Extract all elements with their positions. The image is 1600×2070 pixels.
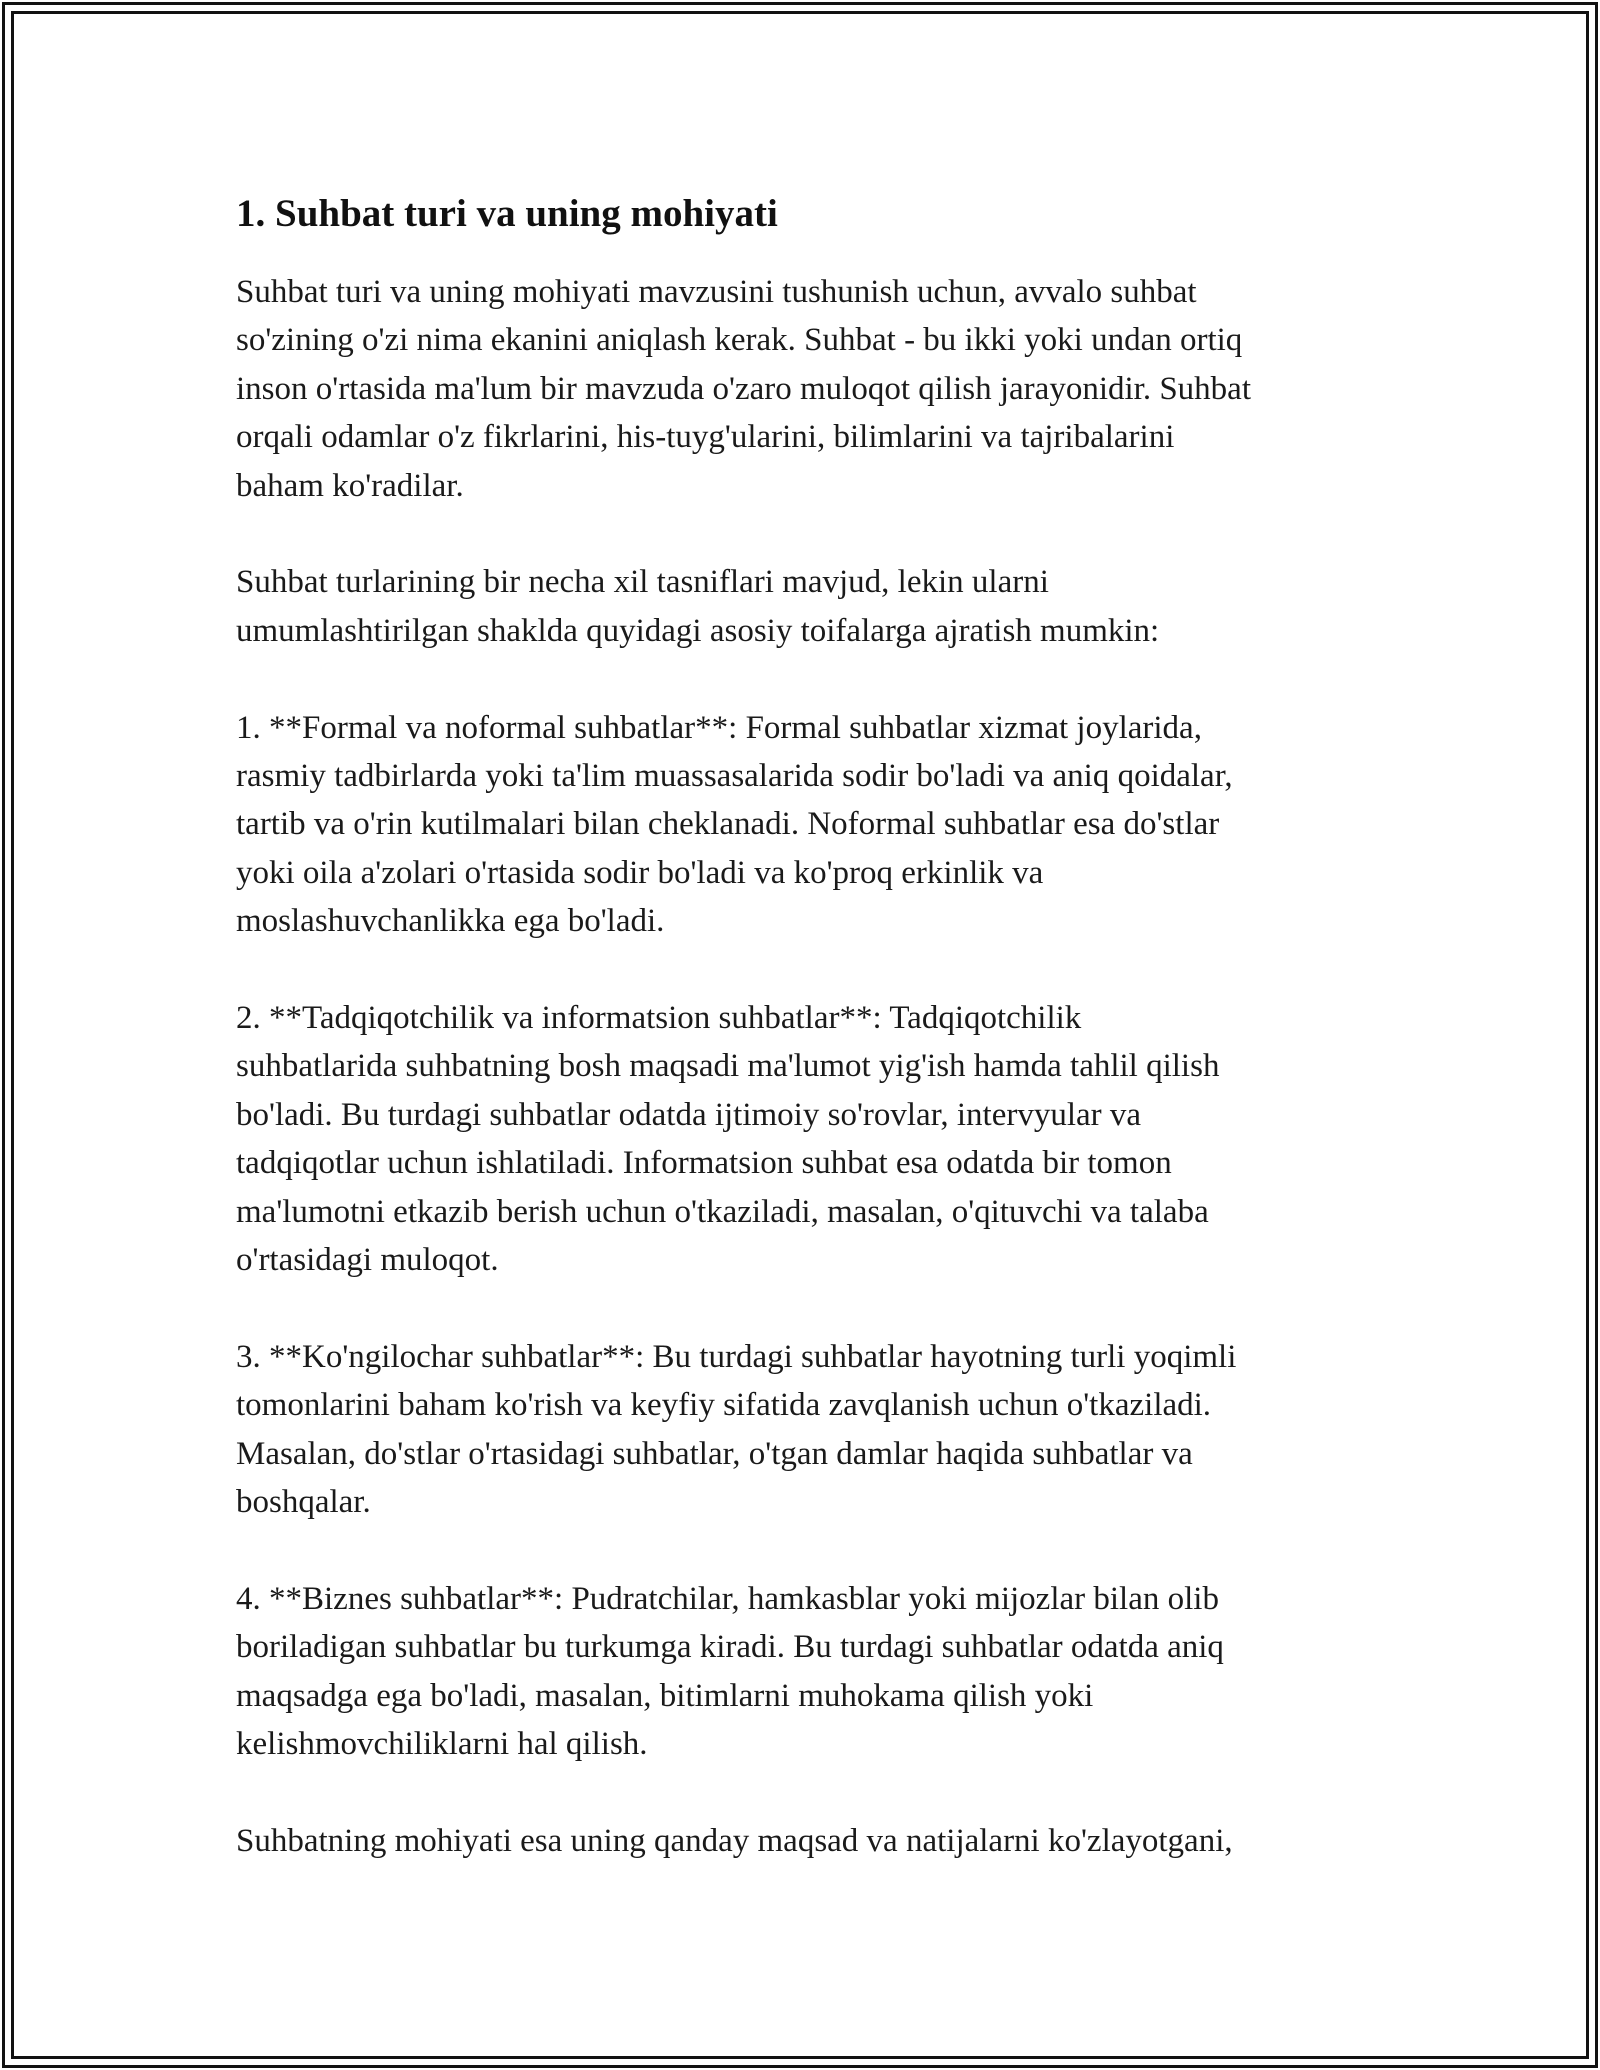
text-line: o'rtasidagi muloqot. [236,1242,499,1279]
text-line: inson o'rtasida ma'lum bir mavzuda o'zaro muloqot qilish jarayonidir. Suhbat [236,370,1251,407]
text-line: boshqalar. [236,1484,371,1521]
section-heading: 1. Suhbat turi va uning mohiyati [236,192,778,235]
text-line: Masalan, do'stlar o'rtasidagi suhbatlar, o'tgan damlar haqida suhbatlar va [236,1435,1193,1472]
text-line: orqali odamlar o'z fikrlarini, his-tuyg'ularini, bilimlarini va tajribalarini [236,419,1175,456]
document-body [236,186,1386,1914]
text-line: Suhbat turi va uning mohiyati mavzusini tushunish uchun, avvalo suhbat [236,274,1197,310]
text-line: so'zining o'zi nima ekanini aniqlash kerak. Suhbat - bu ikki yoki undan ortiq [236,322,1243,359]
list-item-entertainment [236,1333,1386,1527]
text-line: 1. **Formal va noformal suhbatlar**: Formal suhbatlar xizmat joylarida, [236,709,1202,746]
paragraph-classification [236,558,1386,655]
paragraph-intro [236,268,1386,510]
text-line: suhbatlarida suhbatning bosh maqsadi ma'lumot yig'ish hamda tahlil qilish [236,1048,1220,1085]
text-line: umumlashtirilgan shaklda quyidagi asosiy toifalarga ajratish mumkin: [236,612,1160,649]
text-line: kelishmovchiliklarni hal qilish. [236,1726,648,1763]
text-line: tomonlarini baham ko'rish va keyfiy sifatida zavqlanish uchun o'tkaziladi. [236,1387,1212,1424]
list-item-research [236,994,1386,1284]
text-line: tartib va o'rin kutilmalari bilan cheklanadi. Noformal suhbatlar esa do'stlar [236,806,1220,843]
text-line: 2. **Tadqiqotchilik va informatsion suhbatlar**: Tadqiqotchilik [236,1000,1082,1037]
text-line: Suhbatning mohiyati esa uning qanday maqsad va natijalarni ko'zlayotgani, [236,1822,1233,1859]
text-line: tadqiqotlar uchun ishlatiladi. Informatsion suhbat esa odatda bir tomon [236,1145,1172,1182]
text-line: rasmiy tadbirlarda yoki ta'lim muassasalarida sodir bo'ladi va aniq qoidalar, [236,758,1233,795]
text-line: maqsadga ega bo'ladi, masalan, bitimlarni muhokama qilish yoki [236,1677,1094,1714]
text-line: moslashuvchanlikka ega bo'ladi. [236,903,665,940]
paragraph-essence [236,1817,1386,1865]
text-line: baham ko'radilar. [236,467,464,504]
text-line: Suhbat turlarining bir necha xil tasniflari mavjud, lekin ularni [236,564,1049,601]
text-line: 3. **Ko'ngilochar suhbatlar**: Bu turdagi suhbatlar hayotning turli yoqimli [236,1338,1237,1375]
text-line: boriladigan suhbatlar bu turkumga kiradi. Bu turdagi suhbatlar odatda aniq [236,1629,1224,1666]
text-line: yoki oila a'zolari o'rtasida sodir bo'ladi va ko'proq erkinlik va [236,854,1044,891]
text-line: ma'lumotni etkazib berish uchun o'tkaziladi, masalan, o'qituvchi va talaba [236,1193,1209,1230]
text-line: 4. **Biznes suhbatlar**: Pudratchilar, hamkasblar yoki mijozlar bilan olib [236,1580,1219,1617]
list-item-business [236,1575,1386,1769]
text-line: bo'ladi. Bu turdagi suhbatlar odatda ijtimoiy so'rovlar, intervyular va [236,1096,1142,1133]
list-item-formal [236,704,1386,946]
